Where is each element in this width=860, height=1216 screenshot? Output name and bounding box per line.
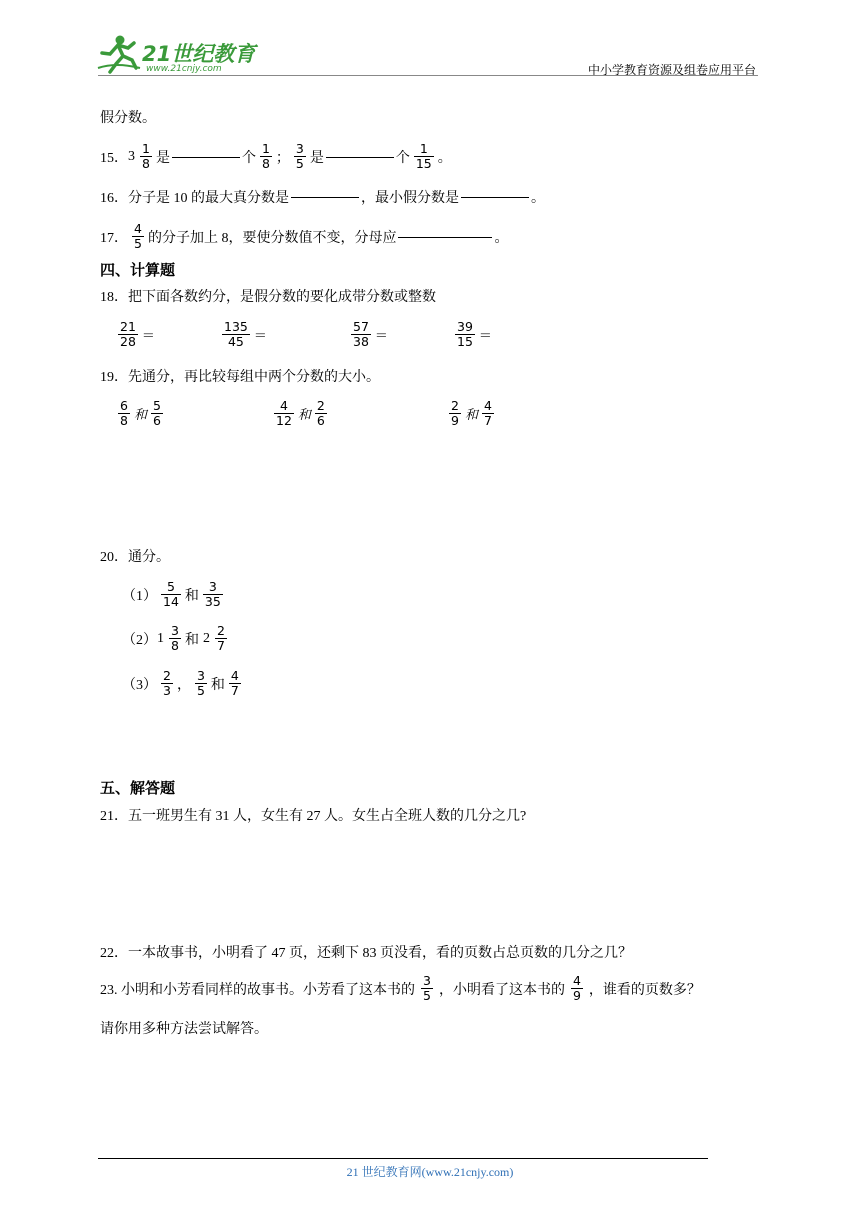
fraction: $\frac{1}{15}$ xyxy=(415,141,432,171)
q22-text: 22．一本故事书，小明看了 47 页，还剩下 83 页没看，看的页数占总页数的几分之几？ xyxy=(100,946,632,961)
q16-line: 16． 分子是 10 的最大真分数是 ，最小假分数是 。 xyxy=(100,191,545,206)
footer-divider xyxy=(98,1158,708,1159)
fraction: $\frac{4}{9}$ xyxy=(572,973,581,1003)
q23-line: 23. 小明和小芳看同样的故事书。小芳看了这本书的 $\frac{3}{5}$ ，小明看了这本书的 $\frac{4}{9}$ ，谁看的页数多？ xyxy=(100,973,701,1003)
fraction: $\frac{2}{9}$ xyxy=(451,398,459,428)
fraction: $\frac{3}{35}$ xyxy=(204,579,221,609)
q18-text: 18．把下面各数约分，是假分数的要化成带分数或整数 xyxy=(100,290,436,305)
header-platform-text: 中小学教育资源及组卷应用平台 xyxy=(587,63,756,77)
header-divider xyxy=(98,75,758,76)
footer-link[interactable]: 21 世纪教育网(www.21cnjy.com) xyxy=(346,1165,514,1179)
fraction: $\frac{3}{5}$ xyxy=(196,668,205,698)
answer-blank[interactable] xyxy=(461,196,529,198)
fraction: $\frac{6}{8}$ xyxy=(120,398,128,428)
q17-line: 17． $\frac{4}{5}$ 的分子加上 8，要使分数值不变，分母应 。 xyxy=(100,221,509,251)
answer-blank[interactable] xyxy=(326,156,394,158)
logo-subtext: www.21cnjy.com xyxy=(146,64,222,74)
fraction: $\frac{4}{7}$ xyxy=(230,668,239,698)
fraction: $\frac{4}{12}$ xyxy=(276,398,292,428)
section-heading: 五、解答题 xyxy=(100,779,176,797)
q14-tail: 假分数。 xyxy=(100,111,156,126)
q23-line2: 请你用多种方法尝试解答。 xyxy=(100,1022,268,1037)
answer-blank[interactable] xyxy=(398,236,492,238)
q19-text: 19．先通分，再比较每组中两个分数的大小。 xyxy=(100,370,380,385)
q19-item: $\frac{4}{12}$ 和 $\frac{2}{6}$ xyxy=(276,398,325,428)
fraction: $\frac{4}{7}$ xyxy=(483,398,492,428)
fraction: $\frac{39}{15}$ xyxy=(457,319,473,349)
fraction: $\frac{3}{8}$ xyxy=(171,623,179,653)
q19-item: $\frac{6}{8}$ 和 $\frac{5}{6}$ xyxy=(120,398,161,428)
q18-item: $\frac{39}{15}$ ＝ xyxy=(457,319,492,349)
fraction: $\frac{3}{5}$ xyxy=(295,141,304,171)
header-logo xyxy=(96,34,256,78)
answer-blank[interactable] xyxy=(291,196,359,198)
fraction: $\frac{21}{28}$ xyxy=(120,319,136,349)
q20-part-2: （2） 1 $\frac{3}{8}$ 和 2 $\frac{2}{7}$ xyxy=(122,623,225,653)
section-heading: 四、计算题 xyxy=(100,261,176,279)
q20-part-1: （1） $\frac{5}{14}$ 和 $\frac{3}{35}$ xyxy=(122,579,221,609)
fraction: $\frac{3}{5}$ xyxy=(423,973,431,1003)
q15-line: 15． 3 $\frac{1}{8}$ 是 个 $\frac{1}{8}$ ； $\frac{3}{5}$ 是 个 $\frac{1}{15}$ 。 xyxy=(100,141,452,171)
q20-text: 20．通分。 xyxy=(100,550,170,565)
q18-item: $\frac{57}{38}$ ＝ xyxy=(353,319,388,349)
fraction: $\frac{4}{5}$ xyxy=(134,221,142,251)
q18-item: $\frac{21}{28}$ ＝ xyxy=(120,319,155,349)
fraction: $\frac{135}{45}$ xyxy=(224,319,248,349)
fraction: $\frac{5}{14}$ xyxy=(163,579,179,609)
q18-item: $\frac{135}{45}$ ＝ xyxy=(224,319,267,349)
fraction: $\frac{57}{38}$ xyxy=(353,319,369,349)
fraction: $\frac{1}{8}$ xyxy=(142,141,150,171)
fraction: $\frac{5}{6}$ xyxy=(152,398,161,428)
fraction: $\frac{2}{6}$ xyxy=(316,398,325,428)
runner-logo-icon xyxy=(96,34,144,76)
logo-text: 21世纪教育 xyxy=(142,42,256,66)
fraction: $\frac{2}{7}$ xyxy=(216,623,225,653)
answer-blank[interactable] xyxy=(172,156,240,158)
q19-item: $\frac{2}{9}$ 和 $\frac{4}{7}$ xyxy=(451,398,492,428)
fraction: $\frac{2}{3}$ xyxy=(163,668,171,698)
fraction: $\frac{1}{8}$ xyxy=(261,141,270,171)
q20-part-3: （3） $\frac{2}{3}$ ， $\frac{3}{5}$ 和 $\frac{4}{7}$ xyxy=(122,668,239,698)
q21-text: 21．五一班男生有 31 人，女生有 27 人。女生占全班人数的几分之几? xyxy=(100,809,527,824)
